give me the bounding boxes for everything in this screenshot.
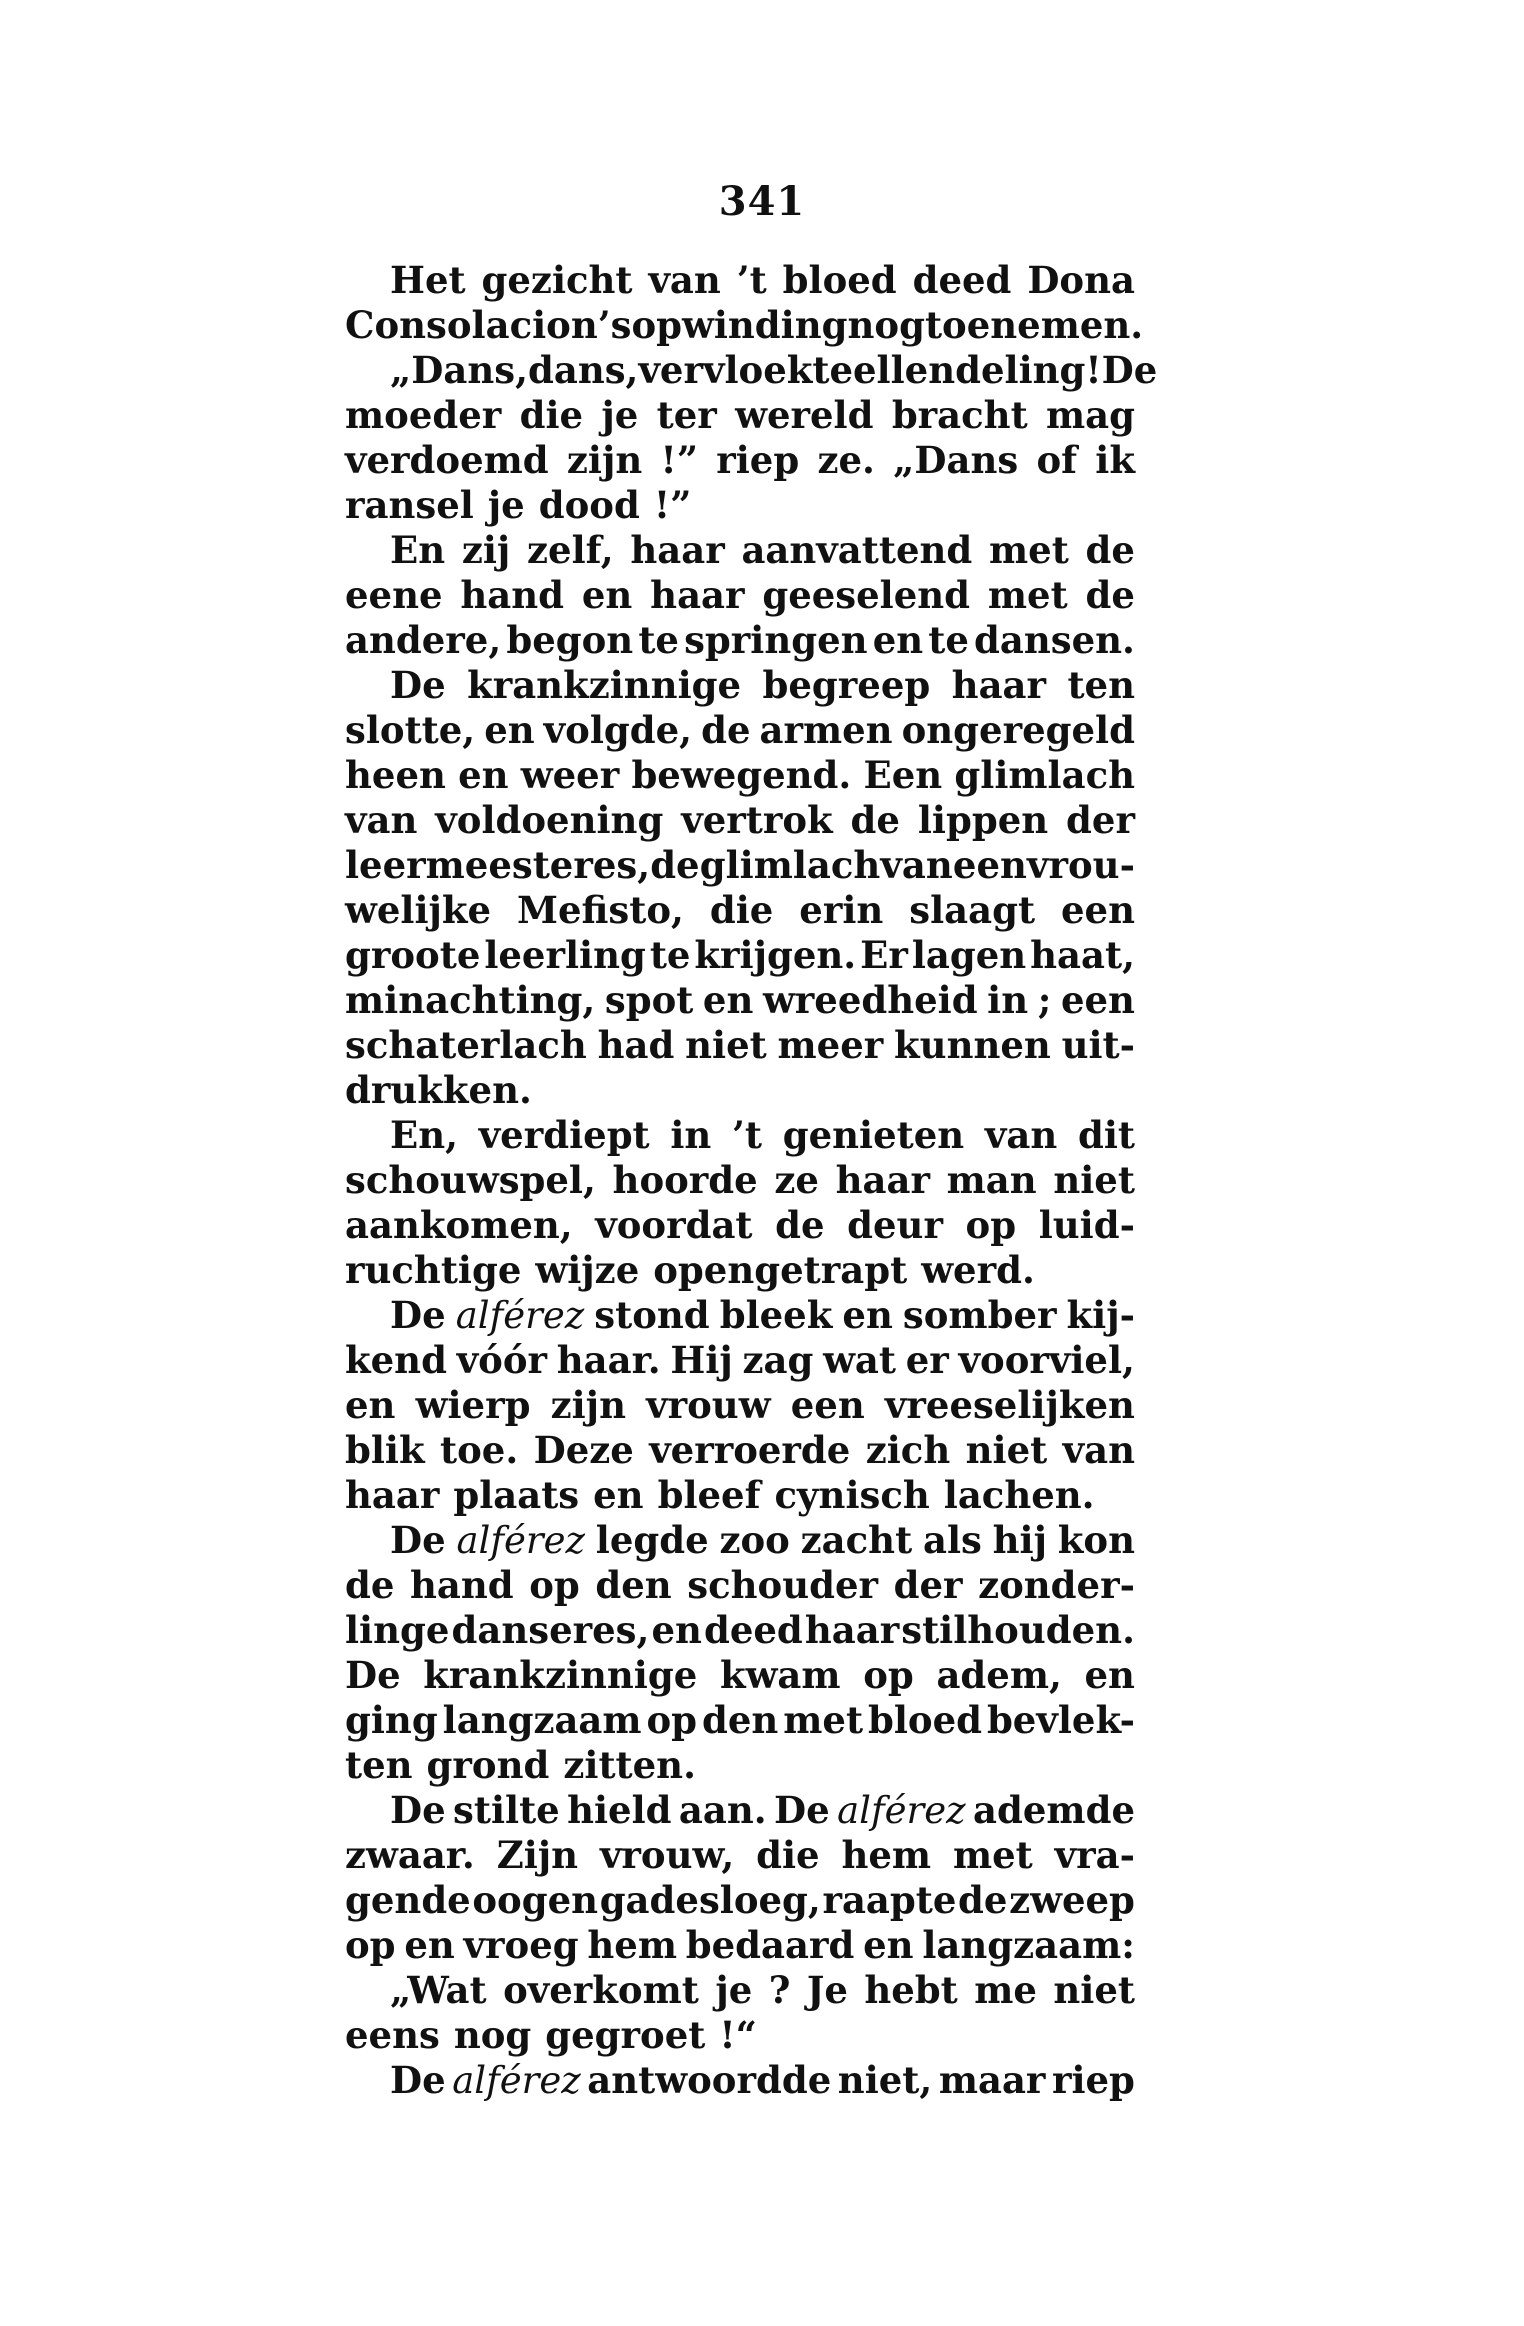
text-line bbox=[345, 1023, 1135, 1068]
word: een bbox=[1060, 978, 1135, 1022]
word: aan. bbox=[678, 1788, 767, 1832]
word: opwinding bbox=[631, 303, 848, 347]
word: bracht bbox=[891, 393, 1028, 437]
word: vrouw bbox=[646, 1383, 771, 1427]
word: je bbox=[715, 1968, 753, 2012]
word: !” bbox=[653, 483, 692, 527]
word: heen bbox=[345, 753, 446, 797]
word: wreedheid bbox=[762, 978, 978, 1022]
word: De bbox=[390, 1518, 446, 1562]
word: nog bbox=[453, 2013, 532, 2057]
word: aanvattend bbox=[741, 528, 973, 572]
word: minachting, bbox=[345, 978, 596, 1022]
word: wereld bbox=[735, 393, 874, 437]
word: springen bbox=[684, 618, 868, 662]
word: zijn bbox=[550, 1383, 626, 1427]
word: linge bbox=[345, 1608, 450, 1652]
text-line bbox=[345, 303, 1144, 348]
word: genieten bbox=[782, 1113, 965, 1157]
word: wierp bbox=[415, 1383, 531, 1427]
word: volgde, bbox=[543, 708, 693, 752]
word: lachen. bbox=[943, 1473, 1095, 1517]
word: mag bbox=[1046, 393, 1135, 437]
word: En bbox=[390, 528, 446, 572]
word: Deze bbox=[533, 1428, 634, 1472]
word: weer bbox=[520, 753, 620, 797]
word: De bbox=[390, 1293, 446, 1337]
word: bloed bbox=[782, 258, 897, 302]
word: verroerde bbox=[649, 1428, 851, 1472]
word: kon bbox=[1057, 1518, 1135, 1562]
word: hield bbox=[567, 1788, 672, 1832]
word: hij bbox=[992, 1518, 1047, 1562]
word: De bbox=[1101, 348, 1158, 392]
text-line bbox=[345, 1788, 1135, 1833]
word: de bbox=[775, 1203, 825, 1247]
word: eene bbox=[345, 573, 443, 617]
word: De bbox=[345, 1653, 401, 1697]
word: ten bbox=[1067, 663, 1135, 707]
word: de bbox=[1085, 573, 1135, 617]
word: eens bbox=[345, 2013, 440, 2057]
word: stond bbox=[594, 1293, 710, 1337]
word: vroeg bbox=[463, 1923, 579, 1967]
word: deed bbox=[703, 1608, 803, 1652]
text-line bbox=[345, 2013, 1135, 2058]
text-line bbox=[345, 1068, 1135, 1113]
word: „Wat bbox=[390, 1968, 487, 2012]
word: de bbox=[958, 1878, 1008, 1922]
word: den bbox=[702, 1698, 779, 1742]
word: zweep bbox=[1009, 1878, 1135, 1922]
word: zich bbox=[865, 1428, 951, 1472]
word: niet bbox=[1053, 1968, 1135, 2012]
word: zij bbox=[461, 528, 511, 572]
word: langzaam: bbox=[922, 1923, 1135, 1967]
text-line bbox=[345, 258, 1135, 303]
word: toenemen. bbox=[924, 303, 1144, 347]
word: vrou- bbox=[1027, 843, 1135, 887]
word: haar bbox=[345, 1473, 440, 1517]
word: maar bbox=[938, 2058, 1046, 2102]
word: die bbox=[519, 393, 584, 437]
word: der bbox=[893, 1563, 963, 1607]
word: bleek bbox=[719, 1293, 833, 1337]
word: wat bbox=[823, 1338, 896, 1382]
word: bloed bbox=[867, 1698, 982, 1742]
word: haar bbox=[804, 1608, 900, 1652]
word: voordat bbox=[595, 1203, 753, 1247]
word: begon bbox=[506, 618, 634, 662]
word: De bbox=[390, 1788, 446, 1832]
word: zacht bbox=[800, 1518, 913, 1562]
word: zijn bbox=[566, 438, 643, 482]
text-line bbox=[345, 2058, 1135, 2103]
word: De bbox=[390, 2058, 446, 2102]
word: ging bbox=[345, 1698, 438, 1742]
word: vrouw, bbox=[599, 1833, 735, 1877]
text-line bbox=[345, 1653, 1135, 1698]
word: zoo bbox=[719, 1518, 790, 1562]
word: me bbox=[974, 1968, 1037, 2012]
word: adem, bbox=[936, 1653, 1062, 1697]
word: legde bbox=[595, 1518, 709, 1562]
word: „Dans, bbox=[390, 348, 528, 392]
word: riep bbox=[716, 438, 800, 482]
word: van bbox=[1062, 1428, 1135, 1472]
word: den bbox=[595, 1563, 672, 1607]
word: ze bbox=[774, 1158, 819, 1202]
word: vervloekte bbox=[638, 348, 854, 392]
word: van bbox=[345, 798, 418, 842]
word: een bbox=[790, 1383, 865, 1427]
text-line bbox=[345, 1473, 1135, 1518]
word: en bbox=[581, 573, 633, 617]
word: glimlach bbox=[954, 753, 1135, 797]
text-line bbox=[345, 1293, 1135, 1338]
word: luid- bbox=[1038, 1203, 1135, 1247]
word: kend bbox=[345, 1338, 447, 1382]
italic-word: alférez bbox=[455, 1294, 585, 1337]
word: danseres, bbox=[451, 1608, 650, 1652]
word: verdoemd bbox=[345, 438, 549, 482]
word: met bbox=[987, 573, 1068, 617]
word: !” bbox=[660, 438, 699, 482]
word: vra- bbox=[1054, 1833, 1135, 1877]
word: met bbox=[989, 528, 1069, 572]
word: plaats bbox=[453, 1473, 580, 1517]
word: deed bbox=[912, 258, 1012, 302]
word: Er bbox=[860, 933, 908, 977]
word: schaterlach bbox=[345, 1023, 587, 1067]
word: Mefisto, bbox=[517, 888, 684, 932]
text-line bbox=[345, 843, 1135, 888]
word: kwam bbox=[719, 1653, 841, 1697]
text-line bbox=[345, 1923, 1135, 1968]
italic-word: alférez bbox=[452, 2059, 581, 2102]
word: drukken. bbox=[345, 1068, 532, 1112]
text-line bbox=[345, 1248, 1135, 1293]
text-line bbox=[345, 933, 1135, 978]
word: op bbox=[345, 1923, 396, 1967]
word: cynisch bbox=[774, 1473, 930, 1517]
word: uit- bbox=[1061, 1023, 1135, 1067]
text-line bbox=[345, 483, 1135, 528]
word: een bbox=[952, 843, 1027, 887]
word: gende bbox=[345, 1878, 471, 1922]
italic-word: alférez bbox=[456, 1519, 585, 1562]
word: grond bbox=[426, 1743, 550, 1787]
word: hem bbox=[587, 1923, 677, 1967]
word: kunnen bbox=[894, 1023, 1051, 1067]
word: hem bbox=[841, 1833, 932, 1877]
word: ongeregeld bbox=[901, 708, 1135, 752]
word: toe. bbox=[440, 1428, 519, 1472]
word: te bbox=[638, 618, 679, 662]
word: en bbox=[484, 708, 535, 752]
word: leermeesteres, bbox=[345, 843, 651, 887]
word: groote bbox=[345, 933, 481, 977]
text-line bbox=[345, 528, 1135, 573]
word: in bbox=[670, 1113, 712, 1157]
word: de bbox=[345, 1563, 395, 1607]
text-line bbox=[345, 1383, 1135, 1428]
word: begreep bbox=[762, 663, 931, 707]
word: hand bbox=[410, 1563, 514, 1607]
page-number: 341 bbox=[718, 178, 806, 225]
word: ik bbox=[1095, 438, 1135, 482]
word: opengetrapt bbox=[653, 1248, 908, 1292]
word: vreeselijken bbox=[884, 1383, 1135, 1427]
text-line bbox=[345, 1158, 1135, 1203]
word: Consolacion’s bbox=[345, 303, 632, 347]
word: „Dans bbox=[893, 438, 1019, 482]
word: lagen bbox=[911, 933, 1027, 977]
word: Hij bbox=[670, 1338, 733, 1382]
word: met bbox=[952, 1833, 1033, 1877]
word: niet bbox=[685, 1023, 767, 1067]
word: bleef bbox=[657, 1473, 761, 1517]
word: bewegend. bbox=[631, 753, 852, 797]
word: haar bbox=[650, 573, 745, 617]
word: ruchtige bbox=[345, 1248, 522, 1292]
word: de bbox=[1085, 528, 1135, 572]
word: ten bbox=[345, 1743, 413, 1787]
text-line bbox=[345, 1833, 1135, 1878]
word: op bbox=[529, 1563, 580, 1607]
word: langzaam bbox=[442, 1698, 642, 1742]
word: op bbox=[646, 1698, 698, 1742]
text-line bbox=[345, 1878, 1135, 1923]
text-line bbox=[345, 1608, 1135, 1653]
word: en bbox=[863, 1923, 914, 1967]
word: krijgen. bbox=[694, 933, 857, 977]
word: somber bbox=[902, 1293, 1057, 1337]
word: leerling bbox=[484, 933, 646, 977]
word: bedaard bbox=[685, 1923, 855, 1967]
word: dansen. bbox=[974, 618, 1135, 662]
word: van bbox=[984, 1113, 1058, 1157]
word: De bbox=[774, 1788, 830, 1832]
word: stilhouden. bbox=[901, 1608, 1135, 1652]
text-line bbox=[345, 1563, 1135, 1608]
word: dans, bbox=[527, 348, 639, 392]
word: Dona bbox=[1027, 258, 1135, 302]
word: slaagt bbox=[909, 888, 1036, 932]
text-line bbox=[345, 1113, 1135, 1158]
word: Een bbox=[863, 753, 943, 797]
word: hebt bbox=[864, 1968, 958, 2012]
word: schouder bbox=[687, 1563, 879, 1607]
word: op bbox=[863, 1653, 914, 1697]
word: vertrok bbox=[681, 798, 833, 842]
word: wijze bbox=[535, 1248, 640, 1292]
word: ’t bbox=[732, 1113, 763, 1157]
text-line bbox=[345, 393, 1135, 438]
word: haar bbox=[835, 1158, 930, 1202]
text-line bbox=[345, 753, 1135, 798]
word: een bbox=[1061, 888, 1135, 932]
word: raapte bbox=[822, 1878, 957, 1922]
word: man bbox=[946, 1158, 1037, 1202]
word: andere, bbox=[345, 618, 502, 662]
word: bevlek- bbox=[986, 1698, 1135, 1742]
word: erin bbox=[799, 888, 884, 932]
word: kij- bbox=[1066, 1293, 1135, 1337]
word: zwaar. bbox=[345, 1833, 475, 1877]
word: Het bbox=[390, 258, 466, 302]
word: ellendeling bbox=[853, 348, 1086, 392]
word: ademde bbox=[973, 1788, 1135, 1832]
word: hoorde bbox=[612, 1158, 758, 1202]
word: meer bbox=[777, 1023, 884, 1067]
word: en bbox=[458, 753, 509, 797]
word: en bbox=[404, 1923, 455, 1967]
word: en bbox=[1084, 1653, 1135, 1697]
word: van bbox=[648, 258, 721, 302]
word: glimlach bbox=[699, 843, 881, 887]
word: als bbox=[922, 1518, 982, 1562]
word: te bbox=[649, 933, 691, 977]
word: en bbox=[345, 1383, 396, 1427]
word: niet bbox=[965, 1428, 1048, 1472]
word: overkomt bbox=[503, 1968, 699, 2012]
word: armen bbox=[759, 708, 893, 752]
italic-word: alférez bbox=[837, 1789, 966, 1832]
word: ransel bbox=[345, 483, 474, 527]
word: vóór bbox=[456, 1338, 548, 1382]
word: ? bbox=[768, 1968, 791, 2012]
word: ter bbox=[656, 393, 717, 437]
word: had bbox=[597, 1023, 675, 1067]
word: de bbox=[701, 708, 751, 752]
text-line bbox=[345, 1743, 1135, 1788]
word: in bbox=[987, 978, 1029, 1022]
word: je bbox=[601, 393, 639, 437]
word: gadesloeg, bbox=[599, 1878, 821, 1922]
text-line bbox=[345, 1518, 1135, 1563]
word: moeder bbox=[345, 393, 502, 437]
word: gezicht bbox=[481, 258, 633, 302]
word: haar bbox=[630, 528, 725, 572]
text-line bbox=[345, 1203, 1135, 1248]
word: krankzinnige bbox=[423, 1653, 698, 1697]
word: te bbox=[928, 618, 969, 662]
word: voldoening bbox=[435, 798, 664, 842]
word: riep bbox=[1051, 2058, 1135, 2102]
word: zelf, bbox=[527, 528, 614, 572]
word: zag bbox=[742, 1338, 814, 1382]
word: nog bbox=[847, 303, 925, 347]
word: verdiept bbox=[478, 1113, 650, 1157]
text-line bbox=[345, 708, 1135, 753]
word: die bbox=[709, 888, 774, 932]
word: blik bbox=[345, 1428, 425, 1472]
word: haar. bbox=[556, 1338, 661, 1382]
word: haar bbox=[951, 663, 1047, 707]
word: op bbox=[965, 1203, 1017, 1247]
text-line bbox=[345, 1428, 1135, 1473]
text-line bbox=[345, 1338, 1135, 1383]
word: Zijn bbox=[496, 1833, 579, 1877]
word: ’t bbox=[736, 258, 767, 302]
text-line bbox=[345, 573, 1135, 618]
word: hand bbox=[460, 573, 565, 617]
word: en bbox=[702, 978, 754, 1022]
word: dood bbox=[538, 483, 640, 527]
text-line bbox=[345, 438, 1135, 483]
word: en bbox=[651, 1608, 702, 1652]
word: Je bbox=[806, 1968, 848, 2012]
word: zonder- bbox=[978, 1563, 1135, 1607]
word: krankzinnige bbox=[467, 663, 742, 707]
text-line bbox=[345, 663, 1135, 708]
text-line bbox=[345, 618, 1135, 663]
word: dit bbox=[1077, 1113, 1135, 1157]
word: De bbox=[390, 663, 446, 707]
text-line bbox=[345, 1698, 1135, 1743]
text-line bbox=[345, 348, 1158, 393]
word: voorviel, bbox=[958, 1338, 1135, 1382]
word: welijke bbox=[345, 888, 492, 932]
word: niet bbox=[1053, 1158, 1135, 1202]
word: zitten. bbox=[563, 1743, 696, 1787]
word: oogen bbox=[472, 1878, 599, 1922]
word: En, bbox=[390, 1113, 458, 1157]
word: en bbox=[593, 1473, 644, 1517]
word: van bbox=[880, 843, 953, 887]
word: schouwspel, bbox=[345, 1158, 596, 1202]
word: of bbox=[1036, 438, 1078, 482]
word: en bbox=[842, 1293, 893, 1337]
body-text bbox=[345, 258, 1158, 2103]
word: met bbox=[783, 1698, 864, 1742]
word: stilte bbox=[453, 1788, 560, 1832]
word: antwoordde bbox=[587, 2058, 832, 2102]
word: ze. bbox=[817, 438, 875, 482]
word: ; bbox=[1037, 978, 1052, 1022]
text-line bbox=[345, 798, 1135, 843]
word: die bbox=[756, 1833, 820, 1877]
word: gegroet bbox=[545, 2013, 706, 2057]
word: niet, bbox=[837, 2058, 933, 2102]
word: werd. bbox=[921, 1248, 1035, 1292]
word: ! bbox=[1085, 348, 1102, 392]
word: slotte, bbox=[345, 708, 476, 752]
word: deur bbox=[847, 1203, 943, 1247]
word: er bbox=[905, 1338, 949, 1382]
text-line bbox=[345, 1968, 1135, 2013]
word: der bbox=[1066, 798, 1135, 842]
word: en bbox=[872, 618, 924, 662]
text-line bbox=[345, 978, 1135, 1023]
word: geeselend bbox=[762, 573, 971, 617]
text-line bbox=[345, 888, 1135, 933]
word: je bbox=[487, 483, 525, 527]
word: aankomen, bbox=[345, 1203, 573, 1247]
word: haat, bbox=[1030, 933, 1135, 977]
word: spot bbox=[604, 978, 694, 1022]
word: de bbox=[650, 843, 700, 887]
word: de bbox=[850, 798, 900, 842]
word: !“ bbox=[719, 2013, 757, 2057]
word: lippen bbox=[917, 798, 1049, 842]
